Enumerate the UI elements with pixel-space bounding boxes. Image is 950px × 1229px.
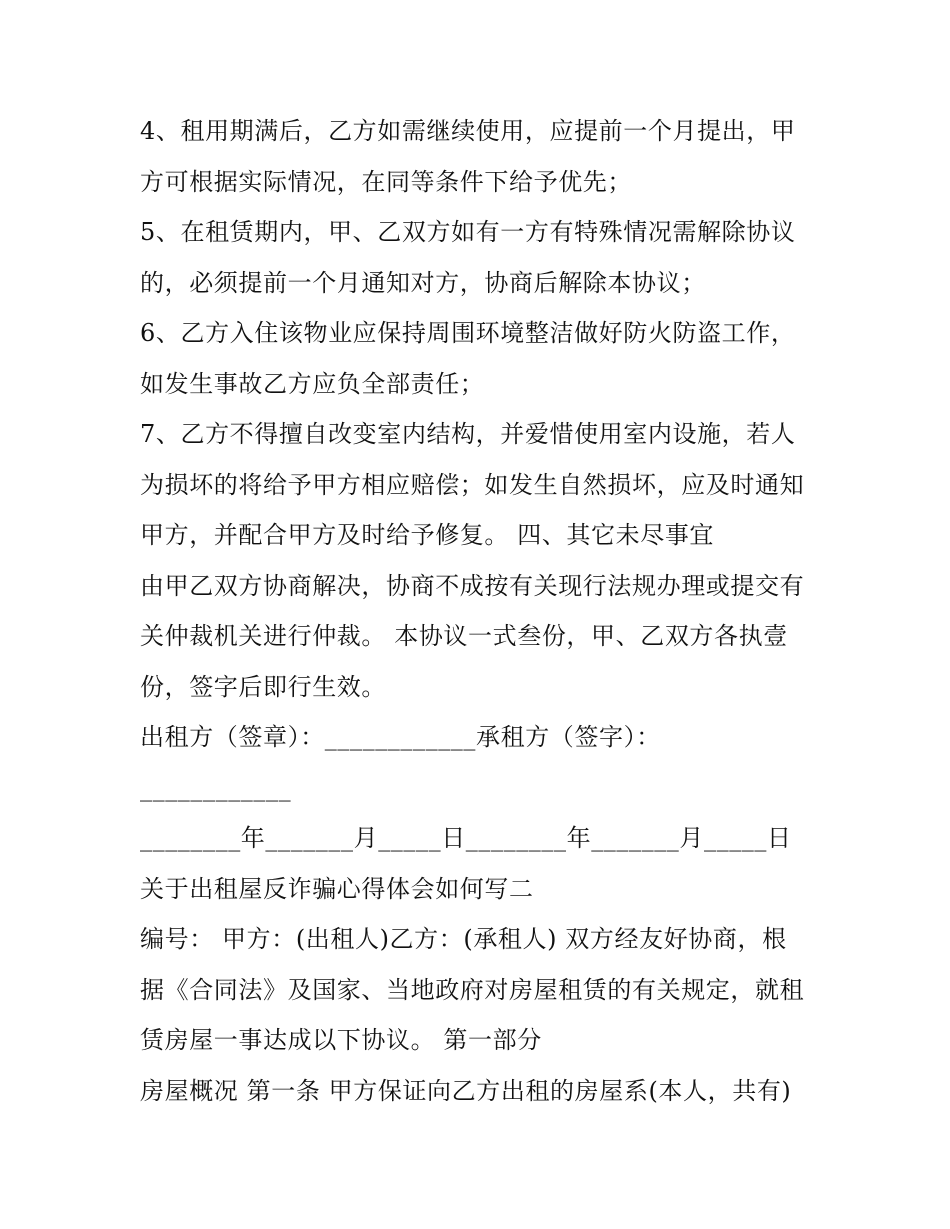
text-line-19: 赁房屋一事达成以下协议。 第一部分 xyxy=(140,1026,542,1054)
signature-line: 出租方（签章）：____________承租方（签字）： xyxy=(140,723,661,751)
section-title: 关于出租屋反诈骗心得体会如何写二 xyxy=(140,874,534,903)
text-line-5: 6、乙方入住该物业应保持周围环境整洁做好防火防盗工作， xyxy=(140,319,796,347)
text-line-18: 据《合同法》及国家、当地政府对房屋租赁的有关规定，就租 xyxy=(140,975,805,1004)
text-line-4: 的，必须提前一个月通知对方，协商后解除本协议； xyxy=(140,268,706,297)
text-line-1: 4、租用期满后，乙方如需继续使用，应提前一个月提出，甲 xyxy=(140,117,796,145)
date-line: ________年_______月_____日________年_______月_____日 xyxy=(140,824,792,852)
text-line-9: 甲方，并配合甲方及时给予修复。 四、其它未尽事宜 xyxy=(140,521,715,549)
text-line-17: 编号： 甲方：(出租人)乙方：(承租人) 双方经友好协商，根 xyxy=(140,925,787,953)
text-line-11: 关仲裁机关进行仲裁。 本协议一式叁份，甲、乙双方各执壹 xyxy=(140,622,788,650)
text-line-7: 7、乙方不得擅自改变室内结构，并爱惜使用室内设施，若人 xyxy=(140,420,796,448)
text-line-2: 方可根据实际情况，在同等条件下给予优先； xyxy=(140,167,632,196)
text-line-6: 如发生事故乙方应负全部责任； xyxy=(140,369,485,398)
text-line-20: 房屋概况 第一条 甲方保证向乙方出租的房屋系(本人，共有) xyxy=(140,1076,792,1105)
text-line-3: 5、在租赁期内，甲、乙双方如有一方有特殊情况需解除协议 xyxy=(140,218,796,246)
text-line-8: 为损坏的将给予甲方相应赔偿；如发生自然损坏，应及时通知 xyxy=(140,470,805,499)
signature-blank-line: ____________ xyxy=(140,773,292,802)
text-line-12: 份，签字后即行生效。 xyxy=(140,672,386,701)
document-body xyxy=(140,106,820,1116)
text-line-10: 由甲乙双方协商解决，协商不成按有关现行法规办理或提交有 xyxy=(140,571,805,600)
